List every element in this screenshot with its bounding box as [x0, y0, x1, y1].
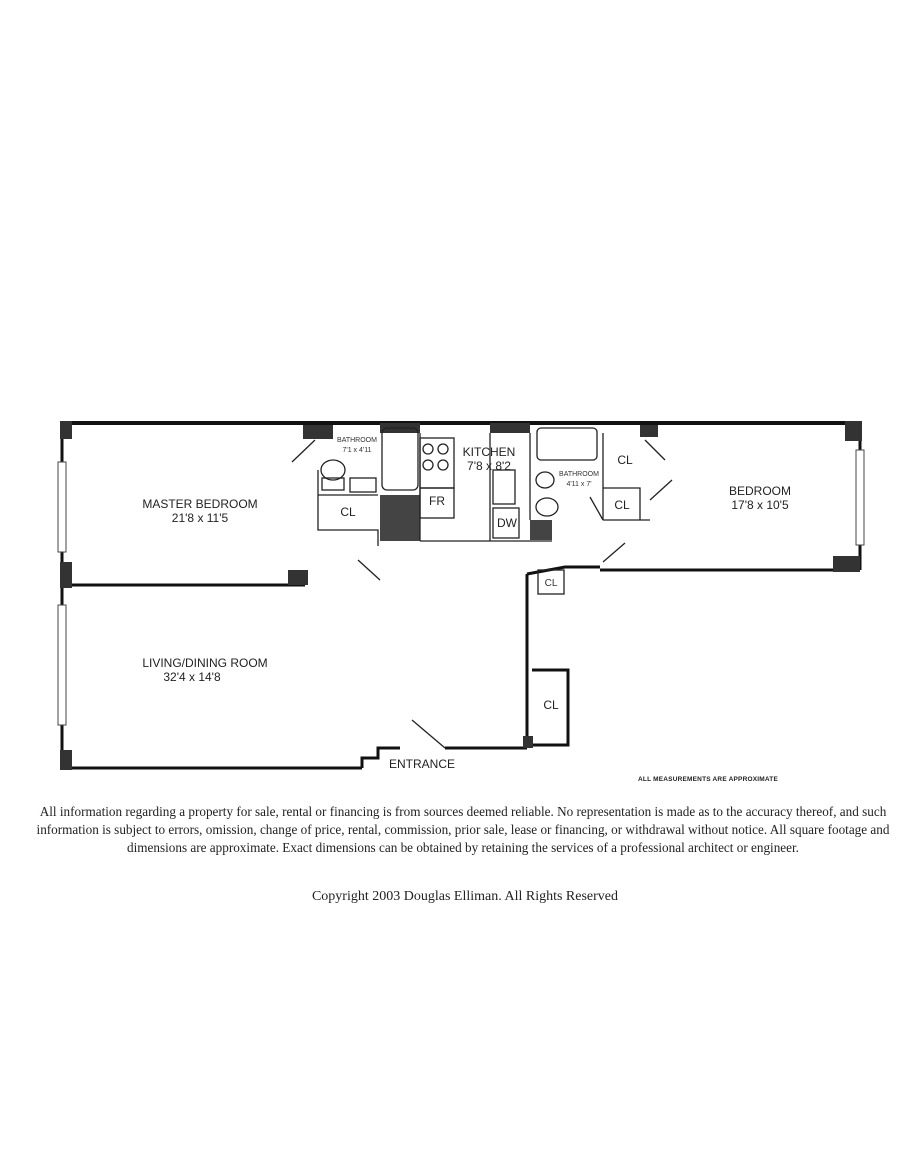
- master-bedroom-name: MASTER BEDROOM: [142, 497, 258, 511]
- master-bedroom-dims: 21'8 x 11'5: [171, 511, 229, 525]
- dishwasher-label: DW: [497, 516, 517, 530]
- bathroom-2-name: BATHROOM: [559, 471, 599, 478]
- copyright-text: Copyright 2003 Douglas Elliman. All Rights Reserved: [311, 889, 619, 904]
- columns: [60, 421, 862, 770]
- closet-hall-label: CL: [544, 578, 558, 589]
- bathroom-1-name: BATHROOM: [337, 437, 377, 444]
- closet-living-label: CL: [543, 698, 559, 712]
- living-dining-dims: 32'4 x 14'8: [163, 670, 221, 684]
- outer-walls: [60, 423, 862, 768]
- bathroom-2-dims: 4'11 x 7': [566, 481, 592, 488]
- door-swings: [292, 440, 672, 748]
- closet-bedroom-upper-label: CL: [617, 453, 633, 467]
- bathroom-1-dims: 7'1 x 4'11: [342, 447, 372, 454]
- kitchen-dims: 7'8 x 8'2: [467, 459, 511, 473]
- living-dining-name: LIVING/DINING ROOM: [142, 656, 268, 670]
- kitchen-name: KITCHEN: [462, 445, 516, 459]
- bedroom-name: BEDROOM: [728, 484, 792, 498]
- closet-master-label: CL: [340, 505, 356, 519]
- entrance-label: ENTRANCE: [388, 757, 456, 771]
- measurement-note: ALL MEASUREMENTS ARE APPROXIMATE: [638, 776, 779, 783]
- disclaimer-text: All information regarding a property for sale, rental or financing is from sources deemed reliable. No representation is made as to the accuracy thereof, and such information is subject to errors, omission, change of price, rental, commission, prior sale, lease or financing, or withdrawal without notice. All square footage and dimensions are approximate. Exact dimensions can be obtained by retaining the services of a professional architect or engineer.: [36, 804, 890, 855]
- bedroom-dims: 17'8 x 10'5: [731, 498, 789, 512]
- refrigerator-label: FR: [429, 494, 445, 508]
- closet-bedroom-lower-label: CL: [614, 498, 630, 512]
